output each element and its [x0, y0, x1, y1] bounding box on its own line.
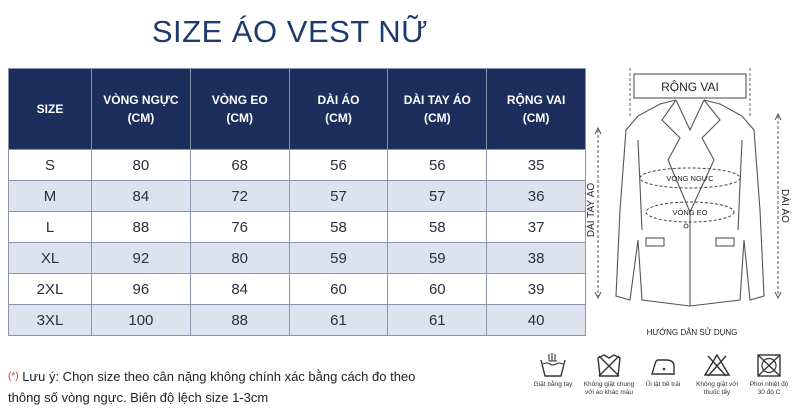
cell-chest: 92 — [92, 243, 191, 274]
care-label: Không giặt với thuốc tẩy — [696, 381, 738, 396]
cell-chest: 96 — [92, 274, 191, 305]
cell-length: 61 — [289, 305, 388, 336]
cell-chest: 84 — [92, 181, 191, 212]
diagram-caption: HƯỚNG DẪN SỬ DỤNG — [646, 328, 738, 337]
header-sleeve: DÀI TAY ÁO (CM) — [388, 69, 487, 150]
cell-size: 2XL — [9, 274, 92, 305]
cell-length: 56 — [289, 150, 388, 181]
chest-label: VÒNG NGỰC — [666, 174, 714, 183]
table-row — [9, 274, 586, 305]
cell-sleeve: 61 — [388, 305, 487, 336]
page-title: SIZE ÁO VEST NỮ — [151, 14, 429, 49]
cell-size: S — [9, 150, 92, 181]
cell-shoulder: 37 — [487, 212, 586, 243]
cell-size: L — [9, 212, 92, 243]
cell-size: 3XL — [9, 305, 92, 336]
cell-sleeve: 57 — [388, 181, 487, 212]
cell-shoulder: 39 — [487, 274, 586, 305]
cell-waist: 72 — [190, 181, 289, 212]
care-instructions — [525, 352, 800, 412]
cell-shoulder: 38 — [487, 243, 586, 274]
no-bleach-icon — [702, 352, 732, 378]
cell-waist: 84 — [190, 274, 289, 305]
table-row — [9, 305, 586, 336]
care-label: Không giặt chung với áo khác màu — [583, 381, 635, 396]
cell-waist: 68 — [190, 150, 289, 181]
care-item — [525, 352, 581, 389]
size-note — [8, 366, 528, 408]
care-label: Ủi lật bề trái — [645, 381, 681, 388]
length-label: DÀI ÁO — [779, 189, 790, 223]
cell-size: XL — [9, 243, 92, 274]
care-item — [689, 352, 745, 397]
cell-length: 60 — [289, 274, 388, 305]
cell-shoulder: 35 — [487, 150, 586, 181]
no-mixed-wash-icon — [594, 352, 624, 378]
care-item — [635, 352, 691, 389]
header-size: SIZE — [9, 69, 92, 150]
cell-length: 57 — [289, 181, 388, 212]
cell-length: 59 — [289, 243, 388, 274]
cell-shoulder: 36 — [487, 181, 586, 212]
cell-waist: 76 — [190, 212, 289, 243]
cell-waist: 88 — [190, 305, 289, 336]
size-table — [8, 68, 586, 336]
iron-icon — [648, 352, 678, 378]
cell-chest: 80 — [92, 150, 191, 181]
cell-waist: 80 — [190, 243, 289, 274]
cell-chest: 100 — [92, 305, 191, 336]
care-item — [581, 352, 637, 397]
cell-sleeve: 56 — [388, 150, 487, 181]
vest-diagram — [580, 60, 800, 340]
cell-sleeve: 60 — [388, 274, 487, 305]
sleeve-label: DÀI TAY ÁO — [586, 182, 597, 238]
waist-label: VÒNG EO — [672, 208, 708, 217]
cell-sleeve: 58 — [388, 212, 487, 243]
note-line-2: thông số vòng ngực. Biên độ lệch size 1-3cm — [8, 390, 269, 405]
note-line-1: Lưu ý: Chọn size theo cân nặng không chính xác bằng cách đo theo — [22, 369, 416, 384]
cell-size: M — [9, 181, 92, 212]
tumble-dry-icon — [754, 352, 784, 378]
cell-chest: 88 — [92, 212, 191, 243]
table-row — [9, 243, 586, 274]
cell-sleeve: 59 — [388, 243, 487, 274]
table-header-row — [9, 69, 586, 150]
cell-shoulder: 40 — [487, 305, 586, 336]
table-row — [9, 212, 586, 243]
table-row — [9, 181, 586, 212]
care-label: Giặt bằng tay — [533, 381, 573, 388]
note-marker: (*) — [8, 371, 19, 382]
shoulder-label: RỘNG VAI — [661, 80, 719, 94]
header-shoulder: RỘNG VAI (CM) — [487, 69, 586, 150]
header-length: DÀI ÁO (CM) — [289, 69, 388, 150]
care-label: Phơi nhiệt độ 30 độ C — [749, 381, 789, 396]
jacket-outline — [616, 100, 764, 306]
care-item — [741, 352, 797, 397]
table-row — [9, 150, 586, 181]
header-waist: VÒNG EO (CM) — [190, 69, 289, 150]
hand-wash-icon — [538, 352, 568, 378]
header-chest: VÒNG NGỰC (CM) — [92, 69, 191, 150]
cell-length: 58 — [289, 212, 388, 243]
